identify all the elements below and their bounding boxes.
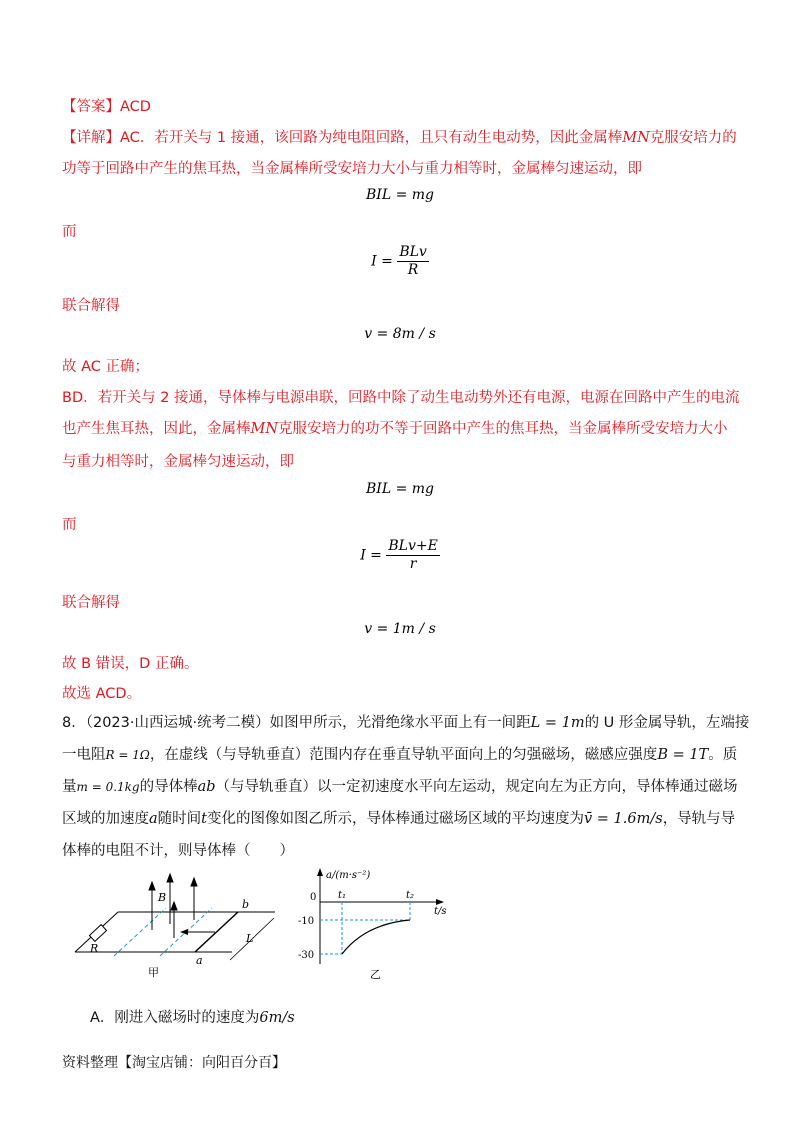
y-axis-label: a/(m·s⁻²) [326, 870, 371, 881]
y-axis-arrow [317, 868, 323, 876]
t2-label: t₂ [406, 890, 415, 901]
er-line [62, 222, 742, 242]
question-text: 区域的加速度 [62, 811, 149, 827]
label-length: L [246, 932, 254, 945]
detail-text: 故 AC 正确； [62, 359, 150, 375]
equation-lhs: I = [360, 547, 382, 564]
equation-6 [0, 621, 800, 637]
detail-text: 联合解得 [62, 298, 120, 314]
detail-text: 克服安培力的功不等于回路中产生的焦耳热，当金属棒所受安培力大小 [278, 421, 728, 437]
question-line-1 [62, 713, 750, 733]
detail-line-5 [62, 452, 742, 472]
detail-line-1 [62, 128, 742, 148]
option-a-text: A．刚进入磁场时的速度为 [90, 1010, 260, 1026]
math-b: B = 1T [657, 747, 709, 763]
detail-line-4 [62, 419, 742, 439]
math-m: m = 0.1kg [76, 780, 140, 794]
equation-text: BIL = mg [366, 481, 434, 497]
question-line-3 [62, 777, 742, 797]
equation-1 [0, 187, 800, 203]
question-line-5 [62, 841, 742, 861]
math-mn: MN [250, 421, 279, 437]
x-axis-arrow [436, 899, 444, 905]
conc-line-1 [62, 357, 742, 377]
question-text: 。质 [708, 747, 738, 763]
field-boundary-left [114, 908, 166, 956]
answer-label: 【答案】ACD [62, 99, 151, 115]
joint-line-1 [62, 296, 742, 316]
equation-5 [0, 538, 800, 573]
joint-line-2 [62, 593, 742, 613]
fraction-denominator: r [409, 556, 417, 572]
detail-text: 故 B 错误，D 正确。 [62, 656, 199, 672]
fraction-numerator: BLv+E [388, 538, 438, 554]
field-arrows [149, 874, 197, 938]
label-resistor: R [90, 942, 99, 955]
question-text: 8．（2023·山西运城·统考二模）如图甲所示，光滑绝缘水平面上有一间距 [62, 715, 531, 731]
question-text: 变化的图像如图乙所示，导体棒通过磁场区域的平均速度为 [206, 811, 584, 827]
question-text: 量 [62, 779, 77, 795]
detail-text: 而 [62, 517, 77, 533]
equation-text: BIL = mg [366, 187, 434, 203]
footer [62, 1052, 286, 1072]
equation-3 [0, 326, 800, 342]
option-a-value: 6m/s [259, 1010, 295, 1026]
figure-rails-diagram [70, 868, 280, 978]
math-v: v̄ = 1.6m/s [583, 811, 663, 827]
detail-text: 克服安培力的 [649, 130, 737, 146]
math-l: L = 1m [530, 715, 585, 731]
question-text: 的 U 形金属导轨，左端接 [584, 715, 750, 731]
fraction-numerator: BLv [399, 244, 427, 260]
resistor [89, 925, 106, 942]
tick-minus10: -10 [298, 916, 315, 927]
question-text: ，导轨与导 [662, 811, 736, 827]
question-line-2 [62, 745, 742, 765]
detail-text: 与重力相等时，金属棒匀速运动，即 [62, 454, 294, 470]
answer-line [62, 97, 742, 117]
question-text: 的导体棒 [139, 779, 198, 795]
equation-text: v = 1m / s [364, 621, 436, 637]
label-b-point: b [242, 898, 250, 911]
detail-text: 故选 ACD。 [62, 686, 142, 702]
math-a: a [149, 811, 158, 827]
detail-text: 功等于回路中产生的焦耳热，当金属棒所受安培力大小与重力相等时，金属棒匀速运动，即 [62, 161, 642, 177]
footer-text: 资料整理【淘宝店铺：向阳百分百】 [62, 1055, 286, 1071]
fraction [397, 244, 429, 279]
fraction-denominator: R [407, 262, 419, 278]
figure-caption: 甲 [148, 966, 159, 978]
fraction [386, 538, 439, 573]
label-b-field: B [158, 891, 167, 904]
math-ab: ab [197, 779, 216, 795]
question-text: 随时间 [157, 811, 202, 827]
label-a-point: a [196, 954, 203, 967]
equation-lhs: I = [371, 253, 393, 270]
conc-line-3 [62, 684, 742, 704]
detail-text: BD．若开关与 2 接通，导体棒与电源串联，回路中除了动生电动势外还有电源，电源在回路中产生的电流 [62, 390, 740, 406]
math-r: R = 1Ω [105, 748, 150, 762]
tick-minus30: -30 [298, 950, 315, 961]
detail-line-3 [62, 388, 742, 408]
question-text: 一电阻 [62, 747, 106, 763]
detail-text: 也产生焦耳热，因此，金属棒 [62, 421, 251, 437]
math-t: t [201, 811, 207, 827]
question-text: 体棒的电阻不计，则导体棒（ ） [62, 843, 294, 859]
equation-4 [0, 481, 800, 497]
detail-text: 联合解得 [62, 595, 120, 611]
detail-text: 而 [62, 224, 77, 240]
origin-label: 0 [310, 892, 317, 903]
option-a [90, 1006, 295, 1027]
figure-acceleration-graph [290, 866, 460, 980]
er-line-2 [62, 515, 742, 535]
math-mn: MN [622, 130, 650, 146]
question-line-4 [62, 809, 742, 829]
x-axis-label: t/s [434, 906, 447, 917]
equation-2 [0, 244, 800, 279]
question-text: ，在虚线（与导轨垂直）范围内存在垂直导轨平面向上的匀强磁场，磁感应强度 [149, 747, 658, 763]
velocity-arrowhead [180, 929, 188, 935]
acceleration-curve [342, 920, 410, 954]
t1-label: t₁ [338, 890, 347, 901]
question-text: （与导轨垂直）以一定初速度水平向左运动，规定向左为正方向，导体棒通过磁场 [215, 779, 738, 795]
figure-caption: 乙 [370, 968, 381, 980]
detail-line-2 [62, 159, 742, 179]
detail-text: 【详解】AC．若开关与 1 接通，该回路为纯电阻回路，且只有动生电动势，因此金属棒 [62, 130, 623, 146]
equation-text: v = 8m / s [364, 326, 436, 342]
conc-line-2 [62, 654, 742, 674]
